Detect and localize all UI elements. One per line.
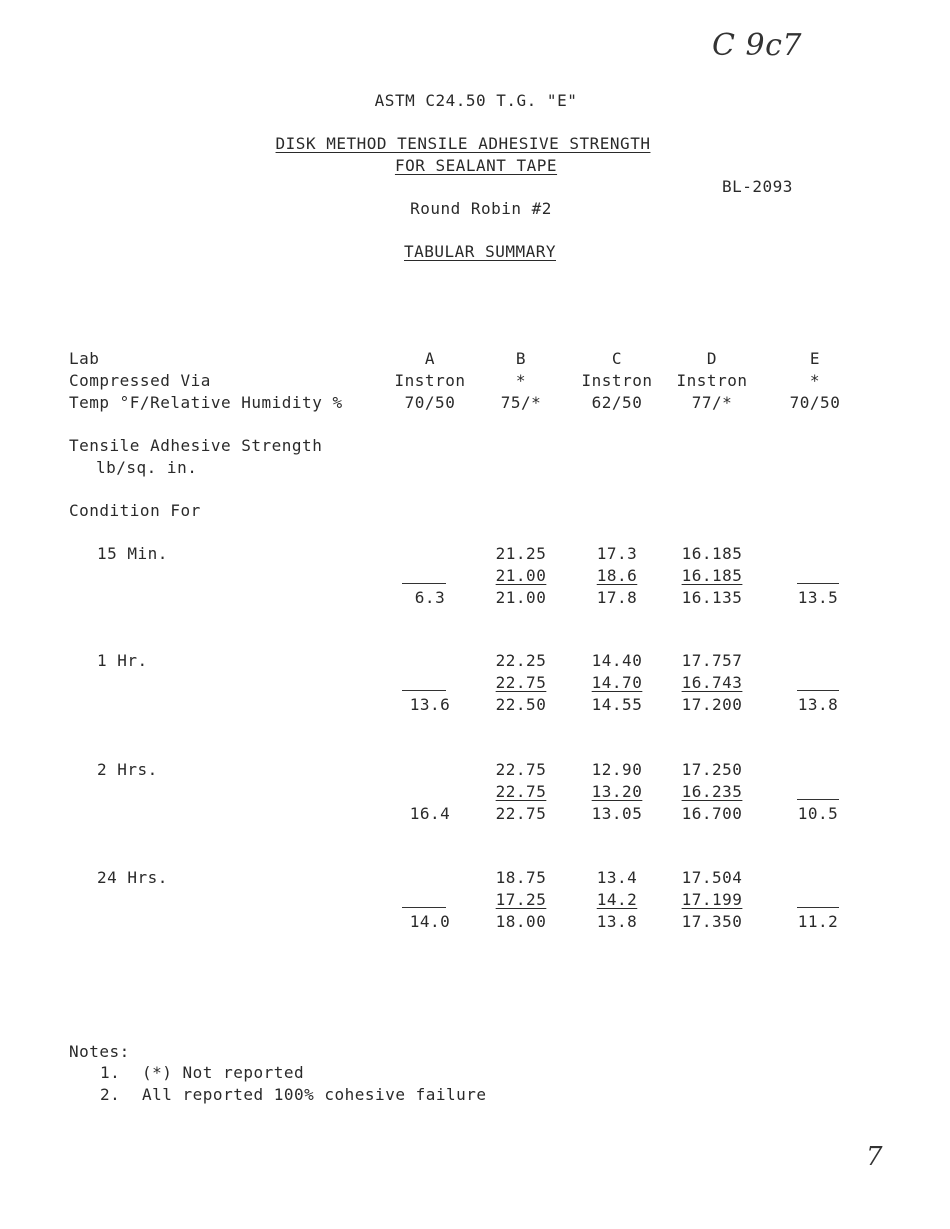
lab-name: A [424,349,436,368]
handwritten-doc-number: C 9c7 [712,28,802,63]
lab-e-avg: 13.8 [797,695,839,714]
lab-name: D [706,349,718,368]
lab-e-divider [797,907,839,908]
lab-c-value-2: 14.70 [591,673,643,692]
lab-d-value-2: 16.185 [681,566,743,585]
lab-via: * [809,371,821,390]
lab-c-avg: 13.05 [591,804,643,823]
title-line-1: DISK METHOD TENSILE ADHESIVE STRENGTH [275,134,651,153]
lab-b-value-2: 21.00 [495,566,547,585]
lab-c-value-2: 14.2 [596,890,638,909]
condition-label: 2 Hrs. [97,760,158,779]
lab-c-value-1: 14.40 [591,651,643,670]
lab-a-divider [402,690,446,691]
lab-d-avg: 16.700 [681,804,743,823]
note-number: 1. [100,1063,121,1082]
lab-via: Instron [394,371,466,390]
condition-label: 24 Hrs. [97,868,168,887]
condition-label: 15 Min. [97,544,168,563]
lab-name: E [809,349,821,368]
lab-e-avg: 11.2 [797,912,839,931]
lab-d-value-1: 17.250 [681,760,743,779]
handwritten-page-mark: 7 [866,1142,884,1172]
lab-d-avg: 17.350 [681,912,743,931]
lab-a-avg: 13.6 [409,695,451,714]
lab-a-divider [402,583,446,584]
note-text: All reported 100% cohesive failure [142,1085,487,1104]
lab-via: * [515,371,527,390]
lab-b-value-1: 22.75 [495,760,547,779]
lab-e-divider [797,690,839,691]
lab-b-value-1: 21.25 [495,544,547,563]
row-label-condition: Condition For [69,501,201,520]
lab-a-avg: 14.0 [409,912,451,931]
lab-via: Instron [676,371,748,390]
condition-label: 1 Hr. [97,651,148,670]
lab-a-avg: 6.3 [414,588,446,607]
lab-e-avg: 10.5 [797,804,839,823]
lab-d-value-1: 17.757 [681,651,743,670]
lab-c-value-1: 12.90 [591,760,643,779]
lab-c-value-2: 18.6 [596,566,638,585]
lab-name: C [611,349,623,368]
lab-temp: 70/50 [404,393,456,412]
lab-c-avg: 17.8 [596,588,638,607]
lab-temp: 77/* [691,393,733,412]
section-heading: TABULAR SUMMARY [404,242,556,261]
lab-e-avg: 13.5 [797,588,839,607]
subtitle: Round Robin #2 [410,199,552,218]
lab-a-divider [402,907,446,908]
lab-d-value-1: 17.504 [681,868,743,887]
lab-d-value-2: 16.235 [681,782,743,801]
lab-d-avg: 16.135 [681,588,743,607]
lab-b-value-1: 18.75 [495,868,547,887]
doc-code: BL-2093 [722,177,793,196]
lab-d-value-2: 16.743 [681,673,743,692]
lab-b-avg: 22.50 [495,695,547,714]
note-number: 2. [100,1085,121,1104]
row-label-temp: Temp °F/Relative Humidity % [69,393,343,412]
lab-temp: 62/50 [591,393,643,412]
lab-b-value-2: 22.75 [495,782,547,801]
org-header: ASTM C24.50 T.G. "E" [374,91,578,110]
lab-c-value-2: 13.20 [591,782,643,801]
lab-c-avg: 13.8 [596,912,638,931]
row-label-tensile: Tensile Adhesive Strength [69,436,323,455]
lab-via: Instron [581,371,653,390]
lab-name: B [515,349,527,368]
lab-b-value-2: 17.25 [495,890,547,909]
lab-temp: 70/50 [789,393,841,412]
lab-d-value-2: 17.199 [681,890,743,909]
lab-d-value-1: 16.185 [681,544,743,563]
lab-e-divider [797,583,839,584]
row-label-compressed: Compressed Via [69,371,211,390]
lab-e-divider [797,799,839,800]
row-label-units: lb/sq. in. [96,458,198,477]
lab-b-value-1: 22.25 [495,651,547,670]
lab-c-value-1: 13.4 [596,868,638,887]
lab-b-avg: 21.00 [495,588,547,607]
lab-b-avg: 22.75 [495,804,547,823]
lab-a-avg: 16.4 [409,804,451,823]
lab-d-avg: 17.200 [681,695,743,714]
lab-c-avg: 14.55 [591,695,643,714]
lab-temp: 75/* [500,393,542,412]
lab-b-avg: 18.00 [495,912,547,931]
note-text: (*) Not reported [142,1063,305,1082]
row-label-lab: Lab [69,349,100,368]
lab-c-value-1: 17.3 [596,544,638,563]
notes-heading: Notes: [69,1042,130,1061]
title-line-2: FOR SEALANT TAPE [394,156,558,175]
lab-b-value-2: 22.75 [495,673,547,692]
